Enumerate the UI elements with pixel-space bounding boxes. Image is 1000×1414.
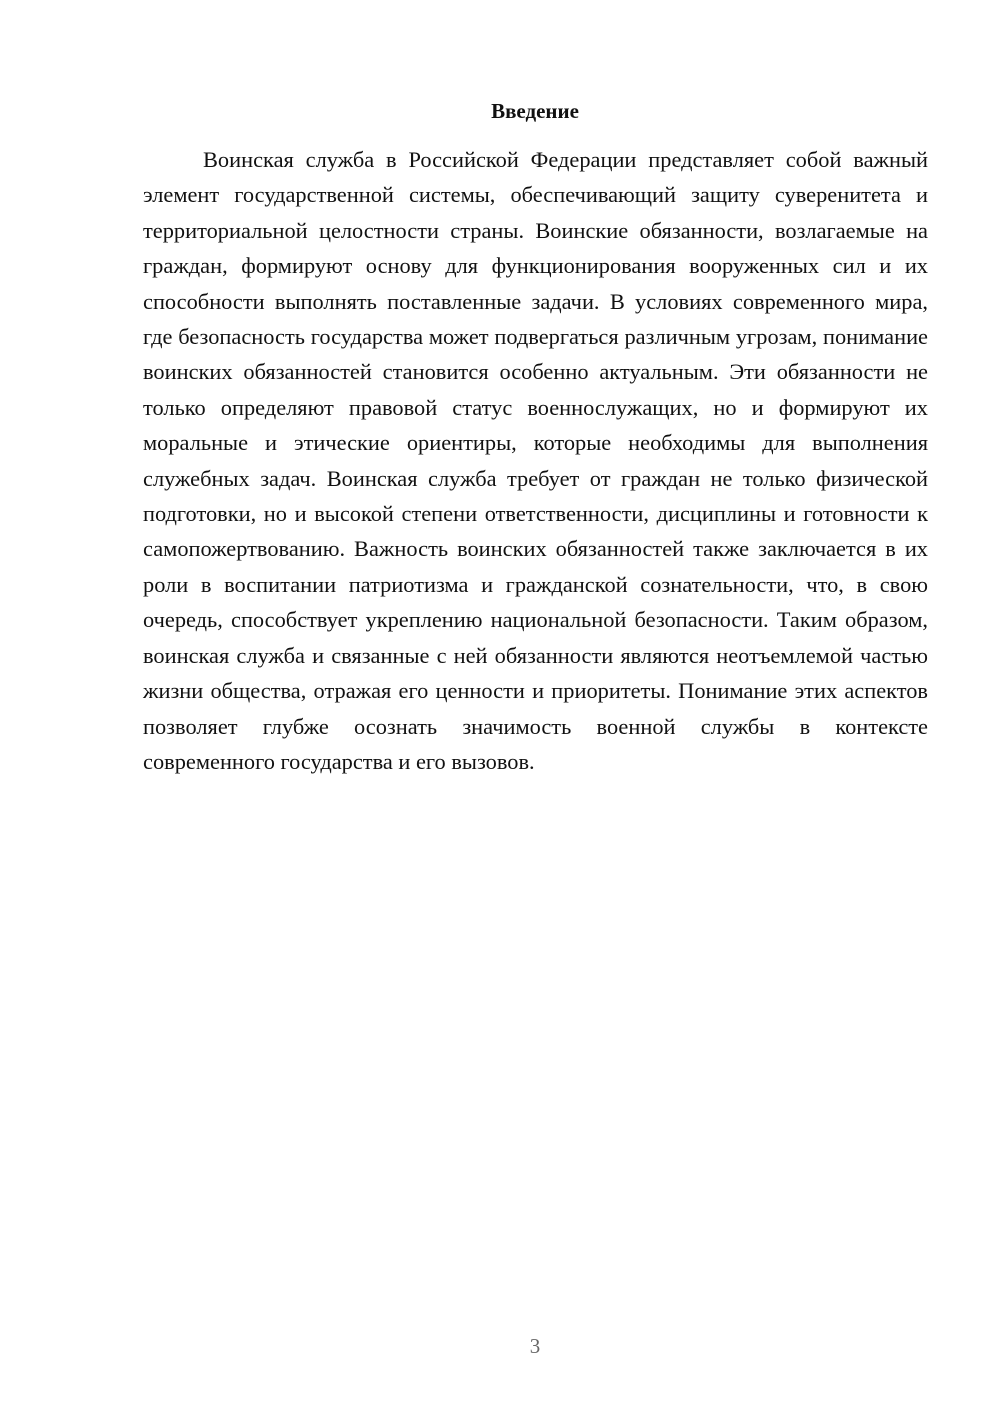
section-title: Введение (491, 99, 579, 123)
body-paragraph: Воинская служба в Российской Федерации представляет собой важный элемент государственной системы, обеспечивающий защиту суверенитета и территориальной целостности страны. Воинские обязанности, возлагаемые на граждан, формируют основу для функционирования вооруженных сил и их способности выполнять поставленные задачи. В условиях современного мира, где безопасность государства может подвергаться различным угрозам, понимание воинских обязанностей становится особенно актуальным. Эти обязанности не только определяют правовой статус военнослужащих, но и формируют их моральные и этические ориентиры, которые необходимы для выполнения служебных задач. Воинская служба требует от граждан не только физической подготовки, но и высокой степени ответственности, дисциплины и готовности к самопожертвованию. Важность воинских обязанностей также заключается в их роли в воспитании патриотизма и гражданской сознательности, что, в свою очередь, способствует укреплению национальной безопасности. Таким образом, воинская служба и связанные с ней обязанности являются неотъемлемой частью жизни общества, отражая его ценности и приоритеты. Понимание этих аспектов позволяет глубже осознать значимость военной службы в контексте современного государства и его вызовов. (143, 147, 928, 774)
page-number: 3 (529, 1334, 541, 1358)
